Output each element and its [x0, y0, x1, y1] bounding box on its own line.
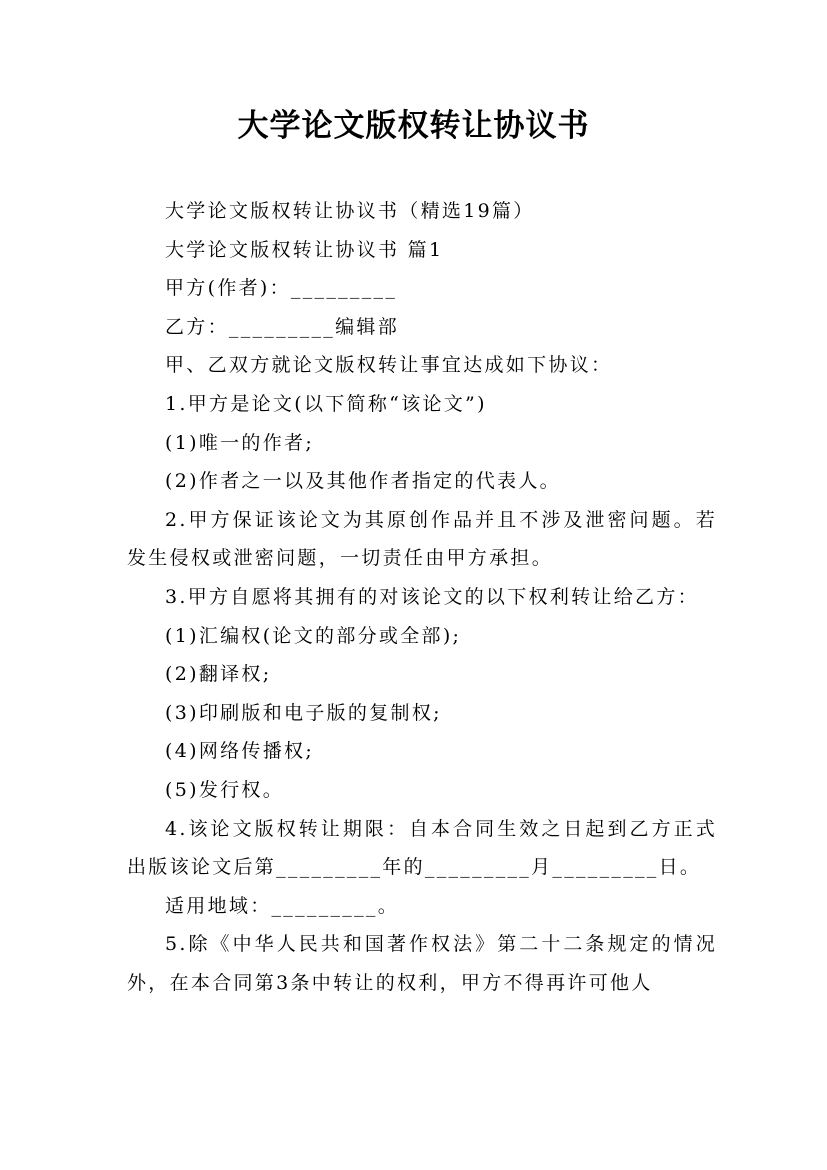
paragraph: 5.除《中华人民共和国著作权法》第二十二条规定的情况外，在本合同第3条中转让的权利，甲方不得再许可他人 — [127, 933, 717, 994]
paragraph: 乙方：_________编辑部 — [165, 315, 400, 338]
paragraph: (1)唯一的作者; — [165, 431, 315, 454]
paragraph: (3)印刷版和电子版的复制权; — [165, 701, 442, 724]
paragraph: 4.该论文版权转让期限：自本合同生效之日起到乙方正式出版该论文后第_________年的_________月_________日。 — [127, 817, 717, 879]
paragraph: (2)翻译权; — [165, 663, 272, 686]
paragraph: 大学论文版权转让协议书（精选19篇） — [165, 200, 535, 222]
paragraph: (2)作者之一以及其他作者指定的代表人。 — [165, 470, 561, 493]
paragraph: (4)网络传播权; — [165, 740, 315, 763]
paragraph: 3.甲方自愿将其拥有的对该论文的以下权利转让给乙方： — [165, 585, 699, 608]
paragraph: 2.甲方保证该论文为其原创作品并且不涉及泄密问题。若发生侵权或泄密问题，一切责任由甲方承担。 — [127, 508, 717, 570]
paragraph: 1.甲方是论文(以下简称“该论文”) — [165, 392, 487, 415]
paragraph: 大学论文版权转让协议书 篇1 — [165, 238, 444, 261]
paragraph: 甲、乙双方就论文版权转让事宜达成如下协议： — [165, 354, 613, 377]
document-body — [127, 192, 717, 1002]
document-title: 大学论文版权转让协议书 — [237, 108, 590, 144]
paragraph: 甲方(作者)：_________ — [165, 277, 398, 300]
paragraph: (5)发行权。 — [165, 778, 285, 801]
paragraph: 适用地域：_________。 — [165, 894, 400, 917]
paragraph: (1)汇编权(论文的部分或全部); — [165, 624, 462, 647]
